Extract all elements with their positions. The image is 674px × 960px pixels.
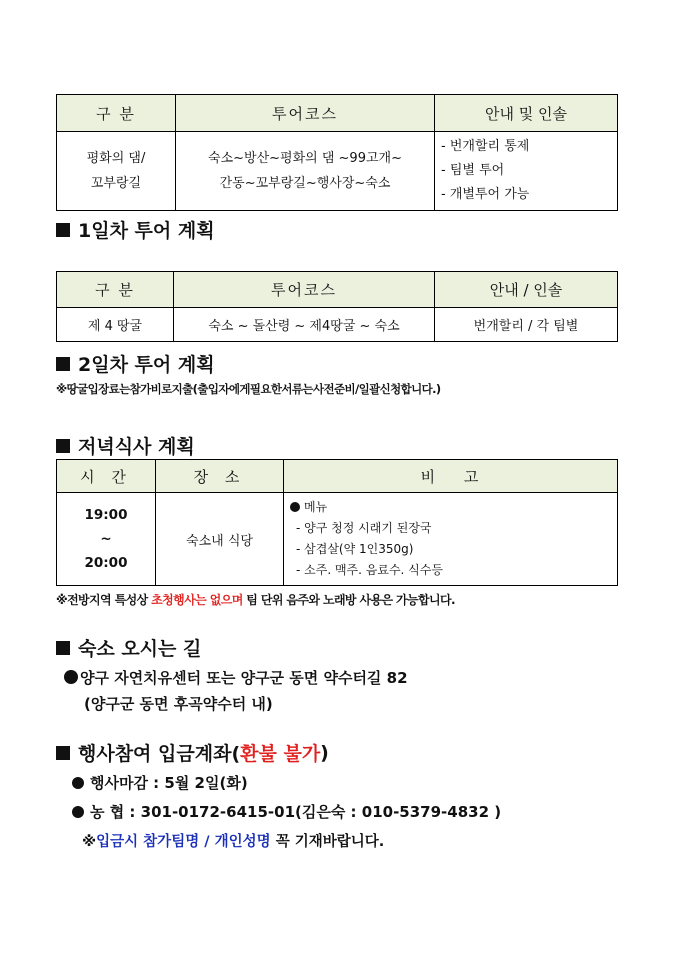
cell-course: 숙소~방산~평화의 댐 ~99고개~ 간동~꼬부랑길~행사장~숙소 — [176, 132, 435, 211]
col-header-guide: 안내 / 인솔 — [435, 272, 618, 308]
col-header-course: 투어코스 — [176, 95, 435, 132]
menu-title: 메뉴 — [290, 497, 617, 518]
cell-area: 평화의 댐/ 꼬부랑길 — [57, 132, 176, 211]
square-bullet-icon — [56, 223, 70, 237]
col-header-place: 장 소 — [156, 460, 284, 493]
col-header-course: 투어코스 — [174, 272, 435, 308]
round-bullet-icon — [64, 670, 78, 684]
square-bullet-icon — [56, 641, 70, 655]
menu-item: - 양구 청정 시래기 된장국 — [296, 521, 432, 535]
square-bullet-icon — [56, 357, 70, 371]
round-bullet-icon — [290, 502, 300, 512]
address-detail: (양구군 동면 후곡약수터 내) — [84, 695, 273, 713]
cell-guide: - 번개할리 통제 - 팀별 투어 - 개별투어 가능 — [435, 132, 618, 211]
menu-item: - 삼겹살(약 1인350g) — [296, 542, 414, 556]
col-header-category: 구 분 — [57, 272, 174, 308]
section-heading-dinner: 저녁식사 계획 — [56, 432, 195, 459]
round-bullet-icon — [72, 806, 84, 818]
payment-note: ※입금시 참가팀명 / 개인성명 꼭 기재바랍니다. — [82, 834, 385, 850]
bank-account: 농 협 : 301-0172-6415-01(김은숙 : 010-5379-4832 ) — [72, 801, 501, 822]
round-bullet-icon — [72, 777, 84, 789]
section-heading-day1: 1일차 투어 계획 — [56, 216, 215, 243]
col-header-category: 구 분 — [57, 95, 176, 132]
section-heading-day2: 2일차 투어 계획 — [56, 350, 215, 377]
cell-course: 숙소 ~ 돌산령 ~ 제4땅굴 ~ 숙소 — [174, 308, 435, 342]
tour-table-day1 — [56, 94, 618, 211]
address-line: 양구 자연치유센터 또는 양구군 동면 약수터길 82 — [64, 667, 408, 688]
section-heading-directions: 숙소 오시는 길 — [56, 634, 201, 661]
cell-time: 19:00 ~ 20:00 — [57, 493, 156, 586]
dinner-note: ※전방지역 특성상 초청행사는 없으며 팀 단위 음주와 노래방 사용은 가능합니다. — [56, 593, 455, 607]
col-header-time: 시 간 — [57, 460, 156, 493]
square-bullet-icon — [56, 746, 70, 760]
cell-guide: 번개할리 / 각 팀별 — [435, 308, 618, 342]
cell-area: 제 4 땅굴 — [57, 308, 174, 342]
dinner-table — [56, 459, 618, 586]
menu-item: - 소주. 맥주. 음료수. 식수등 — [296, 563, 443, 577]
payment-deadline: 행사마감 : 5월 2일(화) — [72, 772, 248, 793]
cell-place: 숙소내 식당 — [156, 493, 284, 586]
cell-menu — [284, 493, 618, 586]
section-heading-payment: 행사참여 입금계좌( 환불 불가 ) — [56, 739, 329, 766]
col-header-guide: 안내 및 인솔 — [435, 95, 618, 132]
tour-table-day2 — [56, 271, 618, 342]
col-header-remarks: 비 고 — [284, 460, 618, 493]
tunnel-fee-note: ※땅굴입장료는참가비로지출(출입자에게필요한서류는사전준비/일괄신청합니다.) — [56, 382, 441, 396]
square-bullet-icon — [56, 439, 70, 453]
